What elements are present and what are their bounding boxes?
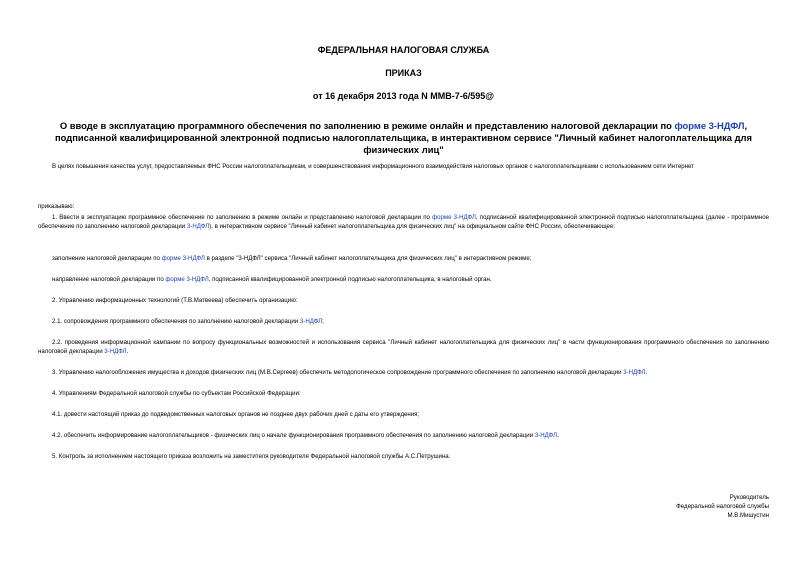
item-1-ndfl-link[interactable]: 3-НДФЛ bbox=[186, 223, 210, 230]
item-4-1-paragraph: 4.1. довести настоящий приказ до подведомственных налоговых органов не позднее двух рабочих дней с даты его утверждения; bbox=[52, 411, 420, 418]
item-1-paragraph bbox=[38, 213, 769, 231]
item-3-text-b: . bbox=[645, 369, 648, 376]
item-4-2-paragraph bbox=[38, 431, 769, 440]
item-1-sub-2-link[interactable]: форме 3-НДФЛ bbox=[165, 276, 209, 283]
agency-heading: ФЕДЕРАЛЬНАЯ НАЛОГОВАЯ СЛУЖБА bbox=[317, 45, 490, 55]
item-1-text-b: , подписанной квалифицированной электронной подписью налогоплательщика (далее - программное обеспечение по заполнению налоговой декларации bbox=[38, 214, 770, 230]
item-2-1-link[interactable]: 3-НДФЛ bbox=[299, 318, 323, 325]
item-2-1-text-b: ; bbox=[322, 318, 324, 325]
item-2-1-text-a: 2.1. сопровождения программного обеспечения по заполнению налоговой декларации bbox=[52, 318, 300, 325]
signature-name: М.В.Мишустин bbox=[727, 512, 769, 519]
item-1-sub-1-text-b: в разделе "3-НДФЛ" сервиса "Личный кабинет налогоплательщика для физических лиц" в интерактивном режиме; bbox=[204, 255, 532, 262]
item-1-text-c: ), в интерактивном сервисе "Личный кабинет налогоплательщика для физических лиц" на официальном сайте ФНС России, обеспечивающее: bbox=[209, 223, 616, 230]
signature-block bbox=[469, 493, 769, 520]
title-text-2: , подписанной квалифицированной электронной подписью налогоплательщика, в интерактивном сервисе "Личный кабинет налогоплательщика для физических лиц" bbox=[55, 120, 752, 155]
item-1-form-link[interactable]: форме 3-НДФЛ bbox=[432, 214, 476, 221]
document-title bbox=[38, 120, 769, 156]
title-text-1: О вводе в эксплуатацию программного обеспечения по заполнению в режиме онлайн и представлению налоговой декларации по bbox=[59, 120, 675, 131]
item-1-sub-2-text-a: направление налоговой декларации по bbox=[52, 276, 166, 283]
item-3-text-a: 3. Управлению налогообложения имущества и доходов физических лиц (М.В.Сергеев) обеспечить методологическое сопровождение программного обеспечения по заполнению налоговой декларации bbox=[52, 369, 624, 376]
item-1-sub-1-text-a: заполнение налоговой декларации по bbox=[52, 255, 162, 262]
item-1-sub-2-paragraph bbox=[38, 275, 769, 284]
signature-org: Федеральной налоговой службы bbox=[676, 503, 769, 510]
item-4-2-text-a: 4.2. обеспечить информирование налогоплательщиков - физических лиц о начале функционирования программного обеспечения по заполнению налоговой декларации bbox=[52, 432, 535, 439]
date-number-heading: от 16 декабря 2013 года N ММВ-7-6/595@ bbox=[312, 91, 495, 101]
signature-position: Руководитель bbox=[729, 494, 769, 501]
item-4-2-link[interactable]: 3-НДФЛ bbox=[534, 432, 558, 439]
item-2-2-text-a: 2.2. проведения информационной кампании по вопросу функциональных возможностей и использования сервиса "Личный кабинет налогоплательщика для физических лиц" в части функционирования программного обеспечения по заполнению налоговой декларации bbox=[38, 339, 769, 355]
doc-type-heading: ПРИКАЗ bbox=[385, 68, 422, 78]
item-2-1-paragraph bbox=[38, 317, 769, 326]
item-2-2-link[interactable]: 3-НДФЛ bbox=[104, 348, 127, 355]
preamble-paragraph: В целях повышения качества услуг, предоставляемых ФНС России налогоплательщикам, и совершенствования информационного взаимодействия налоговых органов с налогоплательщиками с использованием сети Интернет bbox=[52, 163, 694, 170]
item-1-sub-2-text-b: , подписанной квалифицированной электронной подписью налогоплательщика, в налоговый орган. bbox=[208, 276, 492, 283]
item-5-paragraph: 5. Контроль за исполнением настоящего приказа возложить на заместителя руководителя Федеральной налоговой службы А.С.Петрушина. bbox=[52, 453, 451, 460]
item-1-text-a: 1. Ввести в эксплуатацию программное обеспечение по заполнению в режиме онлайн и представлению налоговой декларации по bbox=[52, 214, 433, 221]
order-word: приказываю: bbox=[38, 203, 75, 210]
title-form-link[interactable]: форме 3-НДФЛ bbox=[674, 120, 745, 131]
item-4-paragraph: 4. Управлениям Федеральной налоговой службы по субъектам Российской Федерации: bbox=[52, 390, 301, 397]
item-1-sub-1-paragraph bbox=[38, 254, 769, 263]
item-2-2-paragraph bbox=[38, 338, 769, 356]
item-2-2-text-b: . bbox=[126, 348, 129, 355]
item-2-paragraph: 2. Управлению информационных технологий (Т.В.Матвеева) обеспечить организацию: bbox=[52, 297, 298, 304]
item-3-link[interactable]: 3-НДФЛ bbox=[623, 369, 646, 376]
item-1-sub-1-link[interactable]: форме 3-НДФЛ bbox=[161, 255, 205, 262]
item-3-paragraph bbox=[38, 368, 769, 377]
item-4-2-text-b: . bbox=[557, 432, 559, 439]
